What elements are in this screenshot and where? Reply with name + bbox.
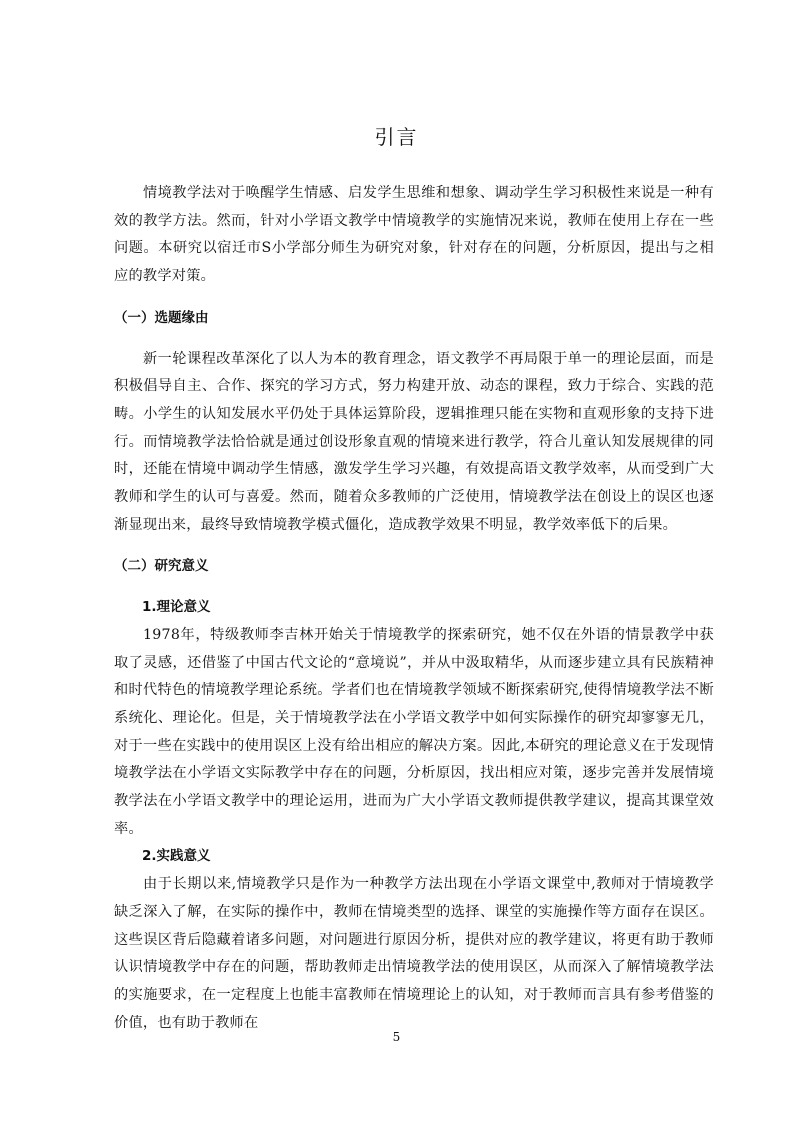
page-number: 5 [392, 1030, 401, 1044]
document-body [114, 180, 714, 1037]
topic-origin-paragraph: 新一轮课程改革深化了以人为本的教育理念，语文教学不再局限于单一的理论层面，而是积极倡导自主、合作、探究的学习方式，努力构建开放、动态的课程，致力于综合、实践的范畴。小学生的认知发展水平仍处于具体运算阶段，逻辑推理只能在实物和直观形象的支持下进行。而情境教学法恰恰就是通过创设形象直观的情境来进行教学，符合儿童认知发展规律的同时，还能在情境中调动学生情感，激发学生学习兴趣，有效提高语文教学效率，从而受到广大教师和学生的认可与喜爱。然而，随着众多教师的广泛使用，情境教学法在创设上的误区也逐渐显现出来，最终导致情境教学模式僵化，造成教学效果不明显，教学效率低下的后果。 [114, 350, 714, 533]
section-heading-research-significance: （二）研究意义 [114, 558, 209, 575]
subsection-heading-practical: 2.实践意义 [142, 848, 211, 865]
page-title: 引言 [374, 125, 419, 149]
intro-paragraph: 情境教学法对于唤醒学生情感、启发学生思维和想象、调动学生学习积极性来说是一种有效的教学方法。然而，针对小学语文教学中情境教学的实施情况来说，教师在使用上存在一些问题。本研究以宿迁市S小学部分师生为研究对象，针对存在的问题，分析原因，提出与之相应的教学对策。 [114, 185, 714, 285]
practical-significance-paragraph: 由于长期以来,情境教学只是作为一种教学方法出现在小学语文课堂中,教师对于情境教学缺乏深入了解，在实际的操作中，教师在情境类型的选择、课堂的实施操作等方面存在误区。这些误区背后隐藏着诸多问题，对问题进行原因分析，提供对应的教学建议，将更有助于教师认识情境教学中存在的问题，帮助教师走出情境教学法的使用误区，从而深入了解情境教学法的实施要求，在一定程度上也能丰富教师在情境理论上的认知，对于教师而言具有参考借鉴的价值，也有助于教师在 [114, 876, 714, 1031]
subsection-heading-theoretical: 1.理论意义 [142, 599, 211, 616]
section-heading-topic-origin: （一）选题缘由 [114, 309, 209, 326]
theoretical-significance-paragraph: 1978年，特级教师李吉林开始关于情境教学的探索研究，她不仅在外语的情景教学中获取了灵感，还借鉴了中国古代文论的“意境说”，并从中汲取精华，从而逐步建立具有民族精神和时代特色的情境教学理论系统。学者们也在情境教学领域不断探索研究,使得情境教学法不断系统化、理论化。但是，关于情境教学法在小学语文教学中如何实际操作的研究却寥寥无几，对于一些在实践中的使用误区上没有给出相应的解决方案。因此,本研究的理论意义在于发现情境教学法在小学语文实际教学中存在的问题，分析原因，找出相应对策，逐步完善并发展情境教学法在小学语文教学中的理论运用，进而为广大小学语文教师提供教学建议，提高其课堂效率。 [114, 626, 714, 837]
